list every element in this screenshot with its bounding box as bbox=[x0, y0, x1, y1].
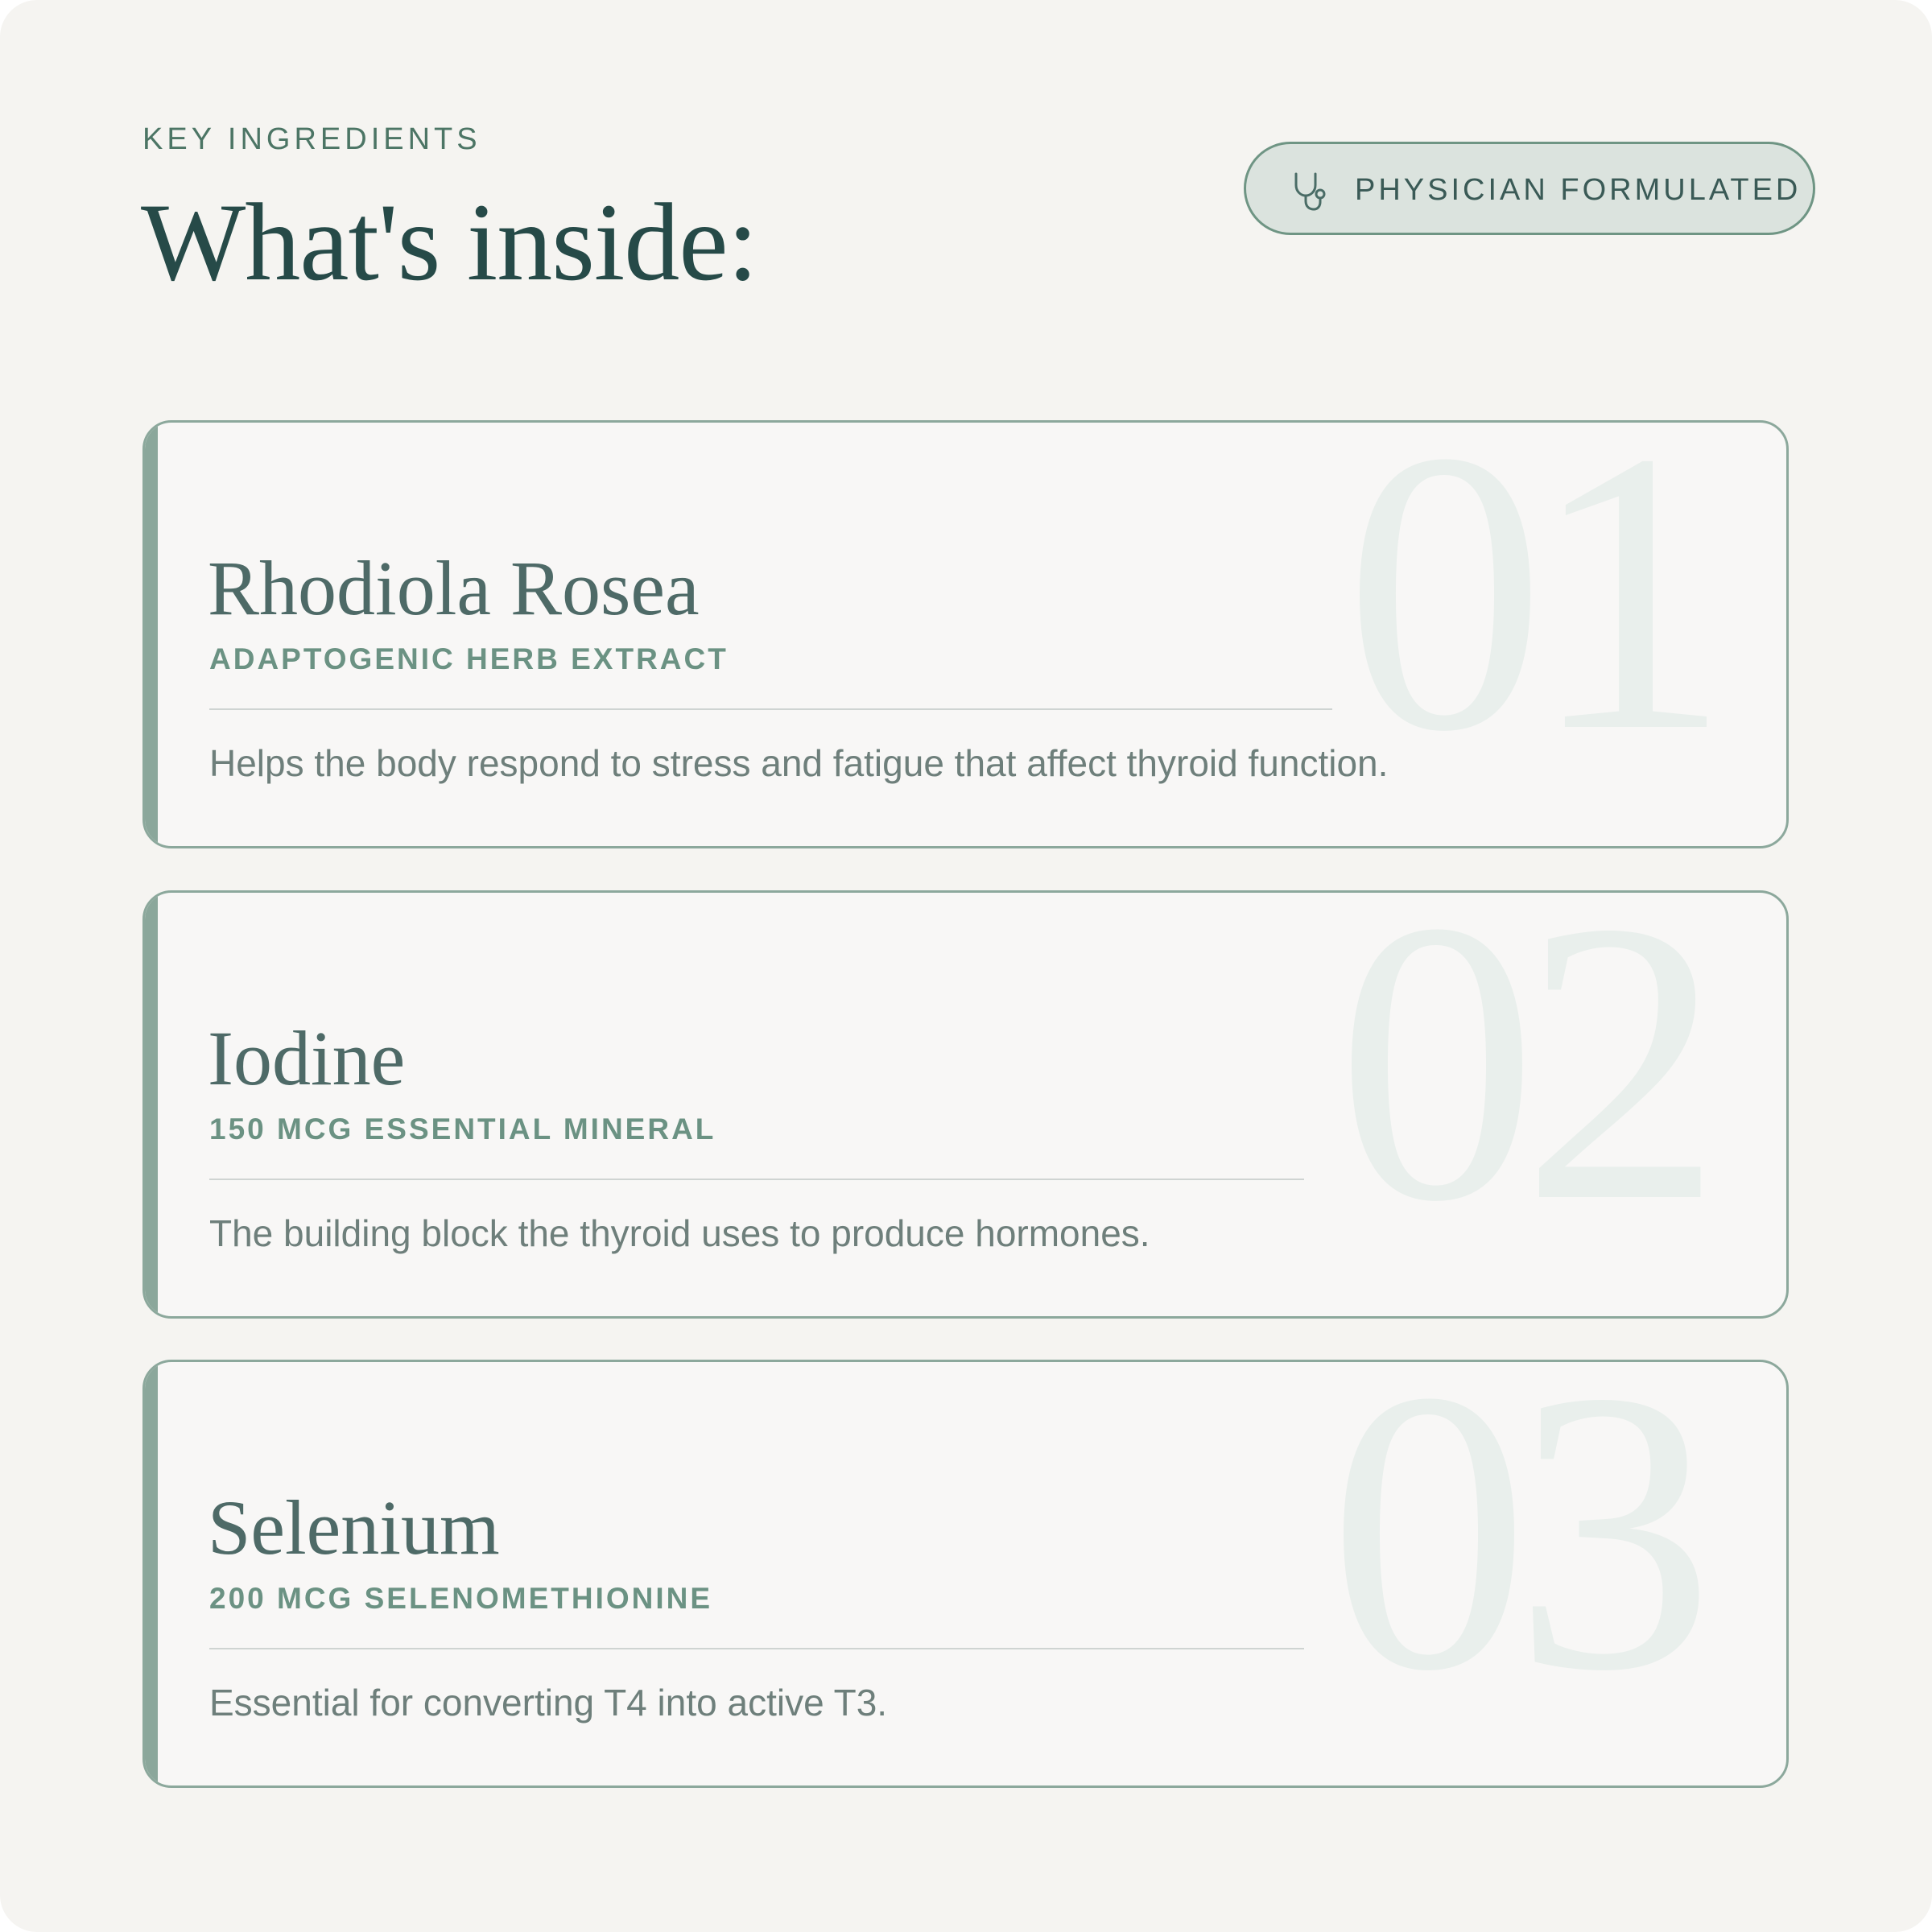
ingredient-name: Rhodiola Rosea bbox=[208, 545, 700, 631]
card-divider bbox=[209, 1179, 1304, 1180]
page-title: What's inside: bbox=[141, 180, 758, 303]
ingredient-subtitle: 150 MCG ESSENTIAL MINERAL bbox=[209, 1113, 716, 1146]
card-number: 02 bbox=[1336, 890, 1707, 1285]
card-accent-bar bbox=[145, 423, 158, 846]
card-accent-bar bbox=[145, 1362, 158, 1785]
badge-label: PHYSICIAN FORMULATED bbox=[1355, 173, 1802, 207]
stethoscope-icon bbox=[1290, 171, 1328, 213]
ingredient-card-iodine bbox=[142, 890, 1789, 1319]
ingredient-name: Selenium bbox=[208, 1484, 500, 1571]
ingredient-card-selenium bbox=[142, 1360, 1789, 1788]
ingredient-name: Iodine bbox=[208, 1015, 406, 1101]
ingredient-description: Essential for converting T4 into active T3. bbox=[209, 1682, 888, 1724]
card-divider bbox=[209, 708, 1332, 710]
physician-formulated-badge bbox=[1244, 142, 1815, 235]
section-eyebrow: KEY INGREDIENTS bbox=[142, 122, 481, 156]
card-number: 03 bbox=[1328, 1360, 1699, 1754]
card-divider bbox=[209, 1648, 1304, 1649]
ingredient-description: The building block the thyroid uses to produce hormones. bbox=[209, 1212, 1150, 1254]
card-accent-bar bbox=[145, 893, 158, 1316]
card-number: 01 bbox=[1344, 420, 1715, 815]
ingredient-subtitle: 200 MCG SELENOMETHIONINE bbox=[209, 1582, 713, 1615]
ingredient-subtitle: ADAPTOGENIC HERB EXTRACT bbox=[209, 642, 729, 675]
ingredient-card-rhodiola bbox=[142, 420, 1789, 848]
ingredient-description: Helps the body respond to stress and fatigue that affect thyroid function. bbox=[209, 742, 1389, 784]
